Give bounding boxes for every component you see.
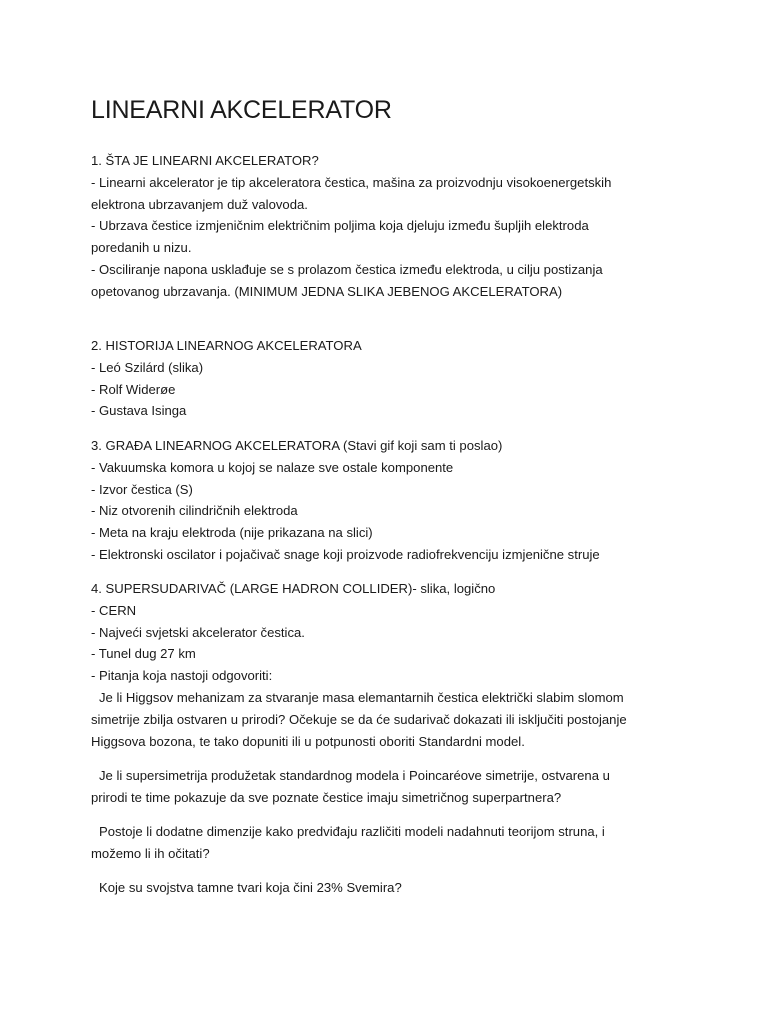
section-history <box>91 335 691 422</box>
body-line: poredanih u nizu. <box>91 240 192 256</box>
list-item: - Rolf Widerøe <box>91 381 176 397</box>
question-paragraph <box>91 877 691 899</box>
body-line: - Osciliranje napona usklađuje se s prolazom čestica između elektroda, u cilju postizanja <box>91 261 603 277</box>
question-paragraph <box>91 765 691 809</box>
section-heading: 4. SUPERSUDARIVAČ (LARGE HADRON COLLIDER)- slika, logično <box>91 581 496 596</box>
paragraph-line: simetrije zbilja ostvaren u prirodi? Očekuje se da će sudarivač dokazati ili isključiti postojanje <box>91 711 627 727</box>
paragraph-line: Higgsova bozona, te tako dopuniti ili u potpunosti oboriti Standardni model. <box>91 733 525 749</box>
list-item: - Pitanja koja nastoji odgovoriti: <box>91 668 273 684</box>
question-paragraph <box>91 687 691 752</box>
list-item: - Meta na kraju elektroda (nije prikazana na slici) <box>91 525 373 541</box>
paragraph-line: Je li supersimetrija produžetak standardnog modela i Poincaréove simetrije, ostvarena u <box>99 768 610 783</box>
section-lhc <box>91 578 691 687</box>
list-item: - Najveći svjetski akcelerator čestica. <box>91 624 305 640</box>
list-item: - Gustava Isinga <box>91 403 187 419</box>
list-item: - Tunel dug 27 km <box>91 646 196 662</box>
body-line: - Ubrzava čestice izmjeničnim električnim poljima koja djeluju između šupljih elektroda <box>91 218 589 234</box>
paragraph-line: prirodi te time pokazuje da sve poznate čestice imaju simetričnog superpartnera? <box>91 789 562 805</box>
list-item: - Niz otvorenih cilindričnih elektroda <box>91 503 298 519</box>
list-item: - Vakuumska komora u kojoj se nalaze sve ostale komponente <box>91 459 454 475</box>
list-item: - Elektronski oscilator i pojačivač snage koji proizvode radiofrekvenciju izmjenične struje <box>91 546 600 562</box>
section-heading: 1. ŠTA JE LINEARNI AKCELERATOR? <box>91 153 319 168</box>
paragraph-line: možemo li ih očitati? <box>91 845 210 861</box>
body-line: opetovanog ubrzavanja. (MINIMUM JEDNA SLIKA JEBENOG AKCELERATORA) <box>91 283 563 299</box>
section-heading: 3. GRAĐA LINEARNOG AKCELERATORA (Stavi gif koji sam ti poslao) <box>91 438 503 453</box>
document-title: LINEARNI AKCELERATOR <box>91 96 392 124</box>
list-item: - CERN <box>91 602 137 618</box>
paragraph-line: Koje su svojstva tamne tvari koja čini 23% Svemira? <box>99 880 402 895</box>
paragraph-line: Postoje li dodatne dimenzije kako predviđaju različiti modeli nadahnuti teorijom struna, i <box>99 824 605 839</box>
question-paragraph <box>91 821 691 865</box>
body-line: - Linearni akcelerator je tip akceleratora čestica, mašina za proizvodnju visokoenergetskih <box>91 174 612 190</box>
list-item: - Leó Szilárd (slika) <box>91 359 204 375</box>
section-heading: 2. HISTORIJA LINEARNOG AKCELERATORA <box>91 338 362 353</box>
section-structure <box>91 435 691 566</box>
section-what-is-linac <box>91 150 691 303</box>
paragraph-line: Je li Higgsov mehanizam za stvaranje masa elemantarnih čestica električki slabim slomom <box>99 690 624 705</box>
body-line: elektrona ubrzavanjem duž valovoda. <box>91 196 308 212</box>
list-item: - Izvor čestica (S) <box>91 481 193 497</box>
